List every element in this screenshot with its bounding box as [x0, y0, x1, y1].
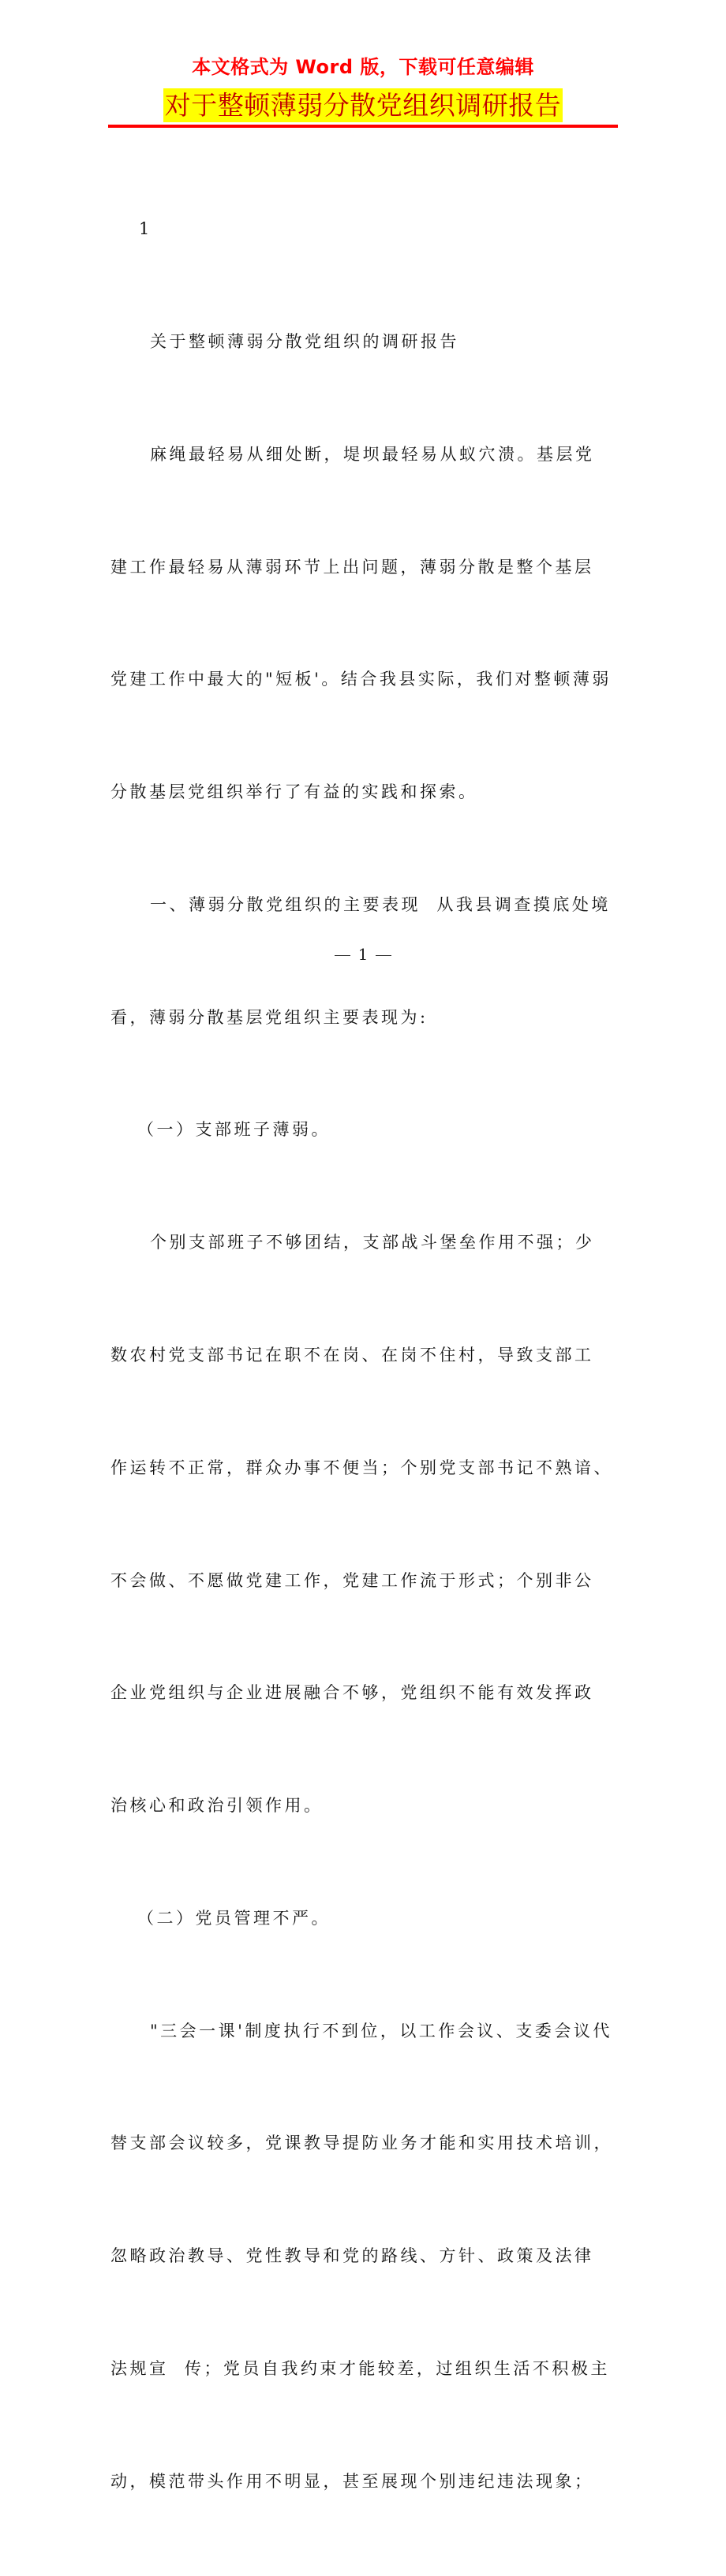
body-line: 作运转不正常，群众办事不便当；个别党支部书记不熟谙、 — [110, 1458, 613, 1477]
title-container — [0, 88, 726, 122]
body-line: 法规宣 传；党员自我约束才能较差，过组织生活不积极主 — [110, 2359, 610, 2379]
body-line: "三会一课'制度执行不到位，以工作会议、支委会议代 — [150, 2021, 612, 2040]
footer-dash-right — [376, 955, 391, 956]
body-line: 党建工作中最大的"短板'。结合我县实际，我们对整顿薄弱 — [110, 670, 612, 689]
body-line: 数农村党支部书记在职不在岗、在岗不住村，导致支部工 — [110, 1346, 594, 1365]
body-line: 建工作最轻易从薄弱环节上出问题，薄弱分散是整个基层 — [110, 557, 594, 577]
title-divider-rule — [108, 125, 618, 128]
format-notice: 本文格式为 Word 版，下载可任意编辑 — [192, 56, 534, 78]
body-line: 动，模范带头作用不明显，甚至展现个别违纪违法现象； — [110, 2471, 594, 2491]
body-line: 个别支部班子不够团结，支部战斗堡垒作用不强；少 — [150, 1233, 595, 1253]
body-line: 企业党组织与企业进展融合不够，党组织不能有效发挥政 — [110, 1683, 594, 1703]
section-heading-1: 一、薄弱分散党组织的主要表现 从我县调查摸底处境 — [150, 894, 611, 914]
body-line: 忽略政治教导、党性教导和党的路线、方针、政策及法律 — [110, 2246, 594, 2266]
body-line: 替支部会议较多，党课教导提防业务才能和实用技术培训， — [110, 2134, 613, 2153]
body-line: 麻绳最轻易从细处断，堤坝最轻易从蚁穴溃。基层党 — [150, 444, 595, 464]
body-line: 不会做、不愿做党建工作，党建工作流于形式；个别非公 — [110, 1570, 594, 1590]
page-footer — [0, 943, 726, 965]
document-title: 对于整顿薄弱分散党组织调研报告 — [164, 90, 562, 121]
body-line: 分散基层党组织举行了有益的实践和探索。 — [110, 782, 478, 802]
top-number: 1 — [139, 219, 150, 239]
footer-dash-left — [335, 955, 350, 956]
body-line: 治核心和政治引领作用。 — [110, 1796, 324, 1816]
document-body — [110, 136, 623, 2576]
subsection-heading-2: （二）党员管理不严。 — [137, 1908, 331, 1928]
body-heading: 关于整顿薄弱分散党组织的调研报告 — [150, 331, 459, 351]
page-number: 1 — [357, 945, 369, 964]
body-line: 看，薄弱分散基层党组织主要表现为: — [110, 1007, 428, 1027]
subsection-heading-1: （一）支部班子薄弱。 — [137, 1120, 331, 1140]
